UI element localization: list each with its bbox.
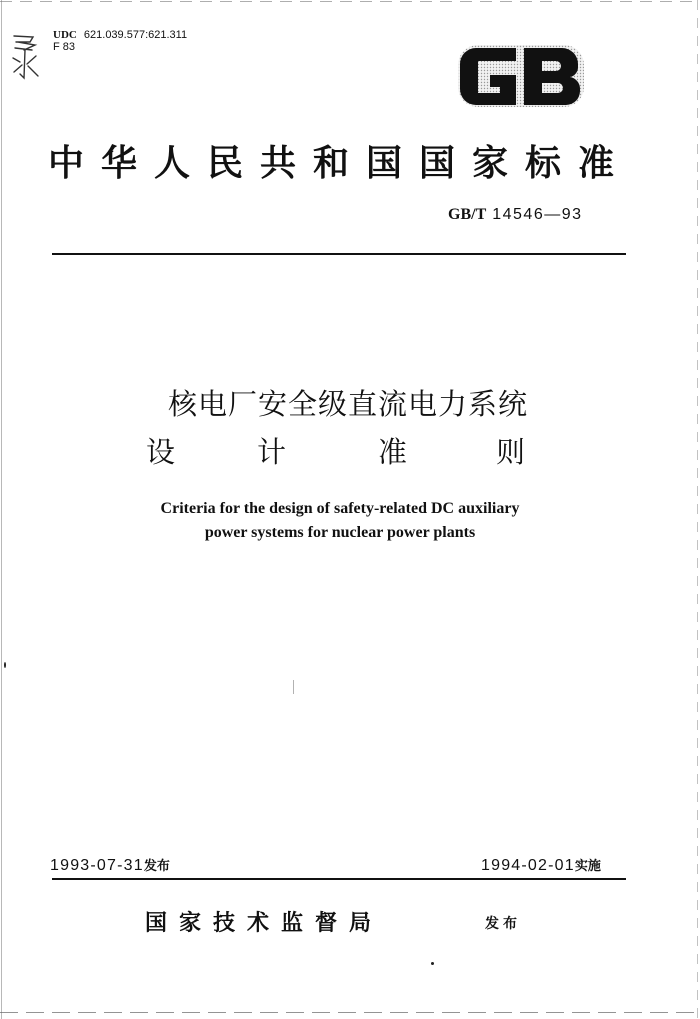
effective-date <box>481 855 601 877</box>
page-edge-bottom <box>0 1012 700 1013</box>
udc-line <box>53 29 187 41</box>
title-char: 设 <box>146 435 176 469</box>
header-divider <box>52 253 626 255</box>
udc-key: UDC <box>53 29 77 41</box>
standard-prefix: GB/T <box>448 206 487 223</box>
title-char: 计 <box>257 435 287 469</box>
scan-speck <box>293 680 294 694</box>
footer-divider <box>52 878 626 880</box>
issue-date-value: 1993-07-31 <box>50 857 144 874</box>
issue-date-label: 发布 <box>143 859 170 874</box>
page-edge-right <box>697 0 698 1019</box>
document-title-en-line2: power systems for nuclear power plants <box>204 524 476 541</box>
issuing-authority: 国家技术监督局 <box>145 910 384 936</box>
standard-number <box>448 204 583 225</box>
gb-logo <box>456 39 586 111</box>
scan-speck <box>4 662 6 668</box>
title-char: 准 <box>378 435 408 469</box>
effective-date-label: 实施 <box>574 859 601 874</box>
classification-code: F 83 <box>53 41 76 53</box>
handwritten-mark <box>8 30 42 82</box>
issue-date <box>50 855 170 877</box>
effective-date-value: 1994-02-01 <box>481 857 575 874</box>
standard-code: 14546—93 <box>492 206 583 223</box>
scan-speck <box>431 962 434 965</box>
page-edge-left <box>1 0 2 1019</box>
udc-block <box>53 29 187 53</box>
page-edge-top <box>0 1 700 2</box>
document-title-cn-line1: 核电厂安全级直流电力系统 <box>167 387 528 421</box>
issuing-action: 发布 <box>485 916 521 932</box>
title-char: 则 <box>496 435 526 469</box>
document-title-en-line1: Criteria for the design of safety-related DC auxiliary <box>160 500 520 517</box>
national-standard-title: 中华人民共和国国家标准 <box>48 142 632 184</box>
document-title-en <box>100 497 580 545</box>
document-title-cn-line2 <box>146 432 540 472</box>
udc-value: 621.039.577:621.311 <box>83 29 188 41</box>
